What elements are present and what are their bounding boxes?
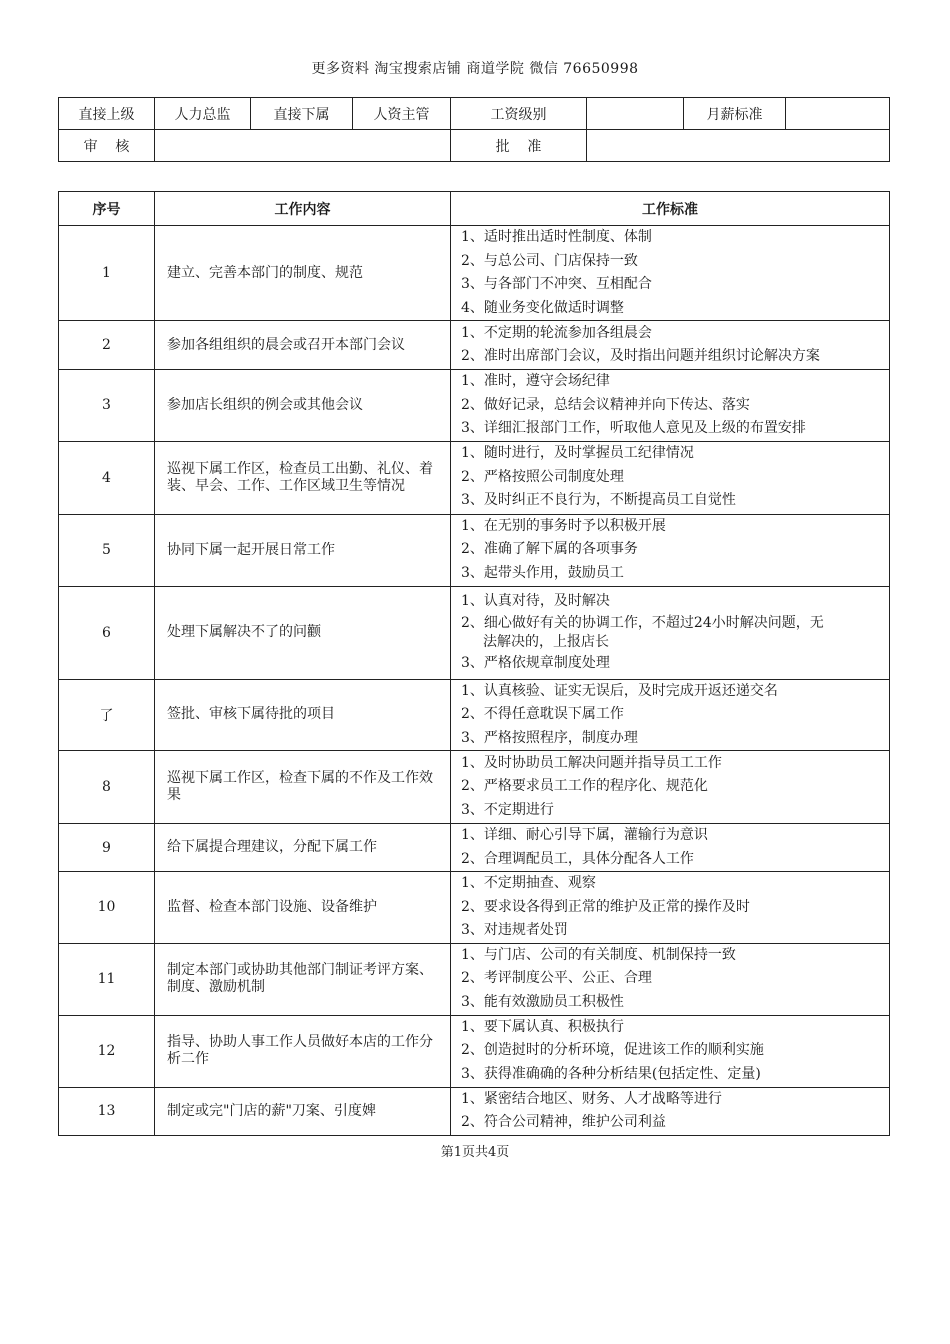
table-row	[59, 1087, 890, 1135]
salary-value	[786, 98, 890, 130]
standard-item: 3、严格按照程序，制度办理	[461, 729, 638, 746]
standard-item: 3、与各部门不冲突、互相配合	[461, 276, 652, 292]
table-row	[59, 751, 890, 824]
row-number: 4	[59, 441, 155, 514]
row-number: 13	[59, 1087, 155, 1135]
row-content: 制定或完"门店的薪"刀案、引度婢	[155, 1087, 451, 1135]
row-content: 巡视下属工作区，检查下属的不作及工作效果	[155, 751, 451, 824]
standard-item: 1、准时，遵守会场纪律	[461, 373, 610, 389]
table-row	[59, 586, 890, 679]
standard-item: 3、起带头作用，鼓励员工	[461, 564, 624, 581]
standard-item: 1、随时进行，及时掌握员工纪律情况	[461, 445, 694, 462]
standard-item: 1、认真对待，及时解决	[461, 593, 610, 609]
row-number: 1	[59, 226, 155, 321]
header-standard: 工作标准	[451, 192, 890, 226]
job-info-table	[58, 97, 890, 162]
standard-item: 2、要求设各得到正常的维护及正常的操作及时	[461, 898, 750, 915]
row-content: 参加店长组织的例会或其他会议	[155, 370, 451, 442]
row-standards	[451, 1087, 890, 1135]
table-row	[59, 321, 890, 370]
row-standards	[451, 872, 890, 944]
row-number: 3	[59, 370, 155, 442]
standard-item: 法解决的，上报店长	[483, 633, 609, 650]
row-content: 巡视下属工作区，检查员工出勤、礼仪、着装、早会、工作、工作区域卫生等情况	[155, 441, 451, 514]
table-row	[59, 943, 890, 1015]
standard-item: 2、严格要求员工工作的程序化、规范化	[461, 778, 708, 795]
standard-item: 2、考评制度公平、公正、合理	[461, 970, 652, 987]
row-standards	[451, 586, 890, 679]
row-standards	[451, 751, 890, 824]
standard-item: 1、要下属认真、积极执行	[461, 1018, 624, 1035]
standard-item: 1、适时推出适时性制度、体制	[461, 229, 652, 245]
standard-item: 3、详细汇报部门工作，听取他人意见及上级的布置安排	[461, 420, 806, 436]
page-footer: 第1页共4页	[440, 1145, 510, 1160]
review-value	[155, 130, 451, 162]
table-row	[59, 226, 890, 321]
row-standards	[451, 226, 890, 321]
standard-item: 2、准时出席部门会议，及时指出问题并组织讨论解决方案	[461, 348, 820, 364]
row-content: 建立、完善本部门的制度、规范	[155, 226, 451, 321]
standard-item: 2、细心做好有关的协调工作，不超过24小时解决问题，无	[461, 614, 824, 631]
standard-item: 1、与门店、公司的有关制度、机制保持一致	[461, 946, 736, 963]
standard-item: 3、对违规者处罚	[461, 922, 568, 938]
row-standards	[451, 441, 890, 514]
subordinate-label: 直接下属	[251, 98, 353, 130]
row-number: 10	[59, 872, 155, 944]
table-row	[59, 1015, 890, 1087]
row-standards	[451, 824, 890, 872]
row-number: 9	[59, 824, 155, 872]
row-content: 参加各组组织的晨会或召开本部门会议	[155, 321, 451, 370]
standard-item: 1、认真核验、证实无误后，及时完成开返还递交名	[461, 682, 778, 699]
page-header-note: 更多资料 淘宝搜索店铺 商道学院 微信 76650998	[311, 61, 639, 77]
row-standards	[451, 514, 890, 586]
subordinate-value: 人资主管	[353, 98, 451, 130]
row-number: 了	[59, 679, 155, 751]
duty-table-header	[59, 192, 890, 226]
row-content: 签批、审核下属待批的项目	[155, 679, 451, 751]
standard-item: 1、紧密结合地区、财务、人才战略等进行	[461, 1090, 722, 1107]
approve-label: 批 准	[451, 130, 587, 162]
standard-item: 3、获得准确确的各种分析结果(包括定性、定量)	[461, 1065, 761, 1082]
standard-item: 2、严格按照公司制度处理	[461, 468, 624, 485]
row-standards	[451, 370, 890, 442]
row-content: 协同下属一起开展日常工作	[155, 514, 451, 586]
standard-item: 2、不得任意耽误下属工作	[461, 706, 624, 722]
row-content: 处理下属解决不了的问颧	[155, 586, 451, 679]
row-standards	[451, 321, 890, 370]
row-number: 11	[59, 943, 155, 1015]
salary-label: 月薪标准	[684, 98, 786, 130]
standard-item: 2、合理调配员工，具体分配各人工作	[461, 850, 694, 867]
row-content: 给下属提合理建议，分配下属工作	[155, 824, 451, 872]
standard-item: 2、与总公司、门店保持一致	[461, 252, 638, 269]
row-content: 监督、检查本部门设施、设备维护	[155, 872, 451, 944]
row-number: 6	[59, 586, 155, 679]
row-number: 12	[59, 1015, 155, 1087]
table-row	[59, 872, 890, 944]
table-row	[59, 441, 890, 514]
standard-item: 2、做好记录，总结会议精神并向下传达、落实	[461, 396, 750, 413]
standard-item: 3、严格依规章制度处理	[461, 654, 610, 671]
duty-table-body	[59, 226, 890, 1136]
info-row-1	[59, 98, 890, 130]
row-standards	[451, 1015, 890, 1087]
standard-item: 4、随业务变化做适时调整	[461, 299, 624, 316]
standard-item: 1、在无别的事务时予以积极开展	[461, 517, 666, 534]
table-row	[59, 514, 890, 586]
row-standards	[451, 943, 890, 1015]
standard-item: 2、符合公司精神，维护公司利益	[461, 1114, 666, 1130]
table-row	[59, 824, 890, 872]
row-number: 8	[59, 751, 155, 824]
header-content: 工作内容	[155, 192, 451, 226]
row-standards	[451, 679, 890, 751]
standard-item: 2、准确了解下属的各项事务	[461, 541, 638, 558]
row-content: 指导、协助人事工作人员做好本店的工作分析二作	[155, 1015, 451, 1087]
table-row	[59, 370, 890, 442]
standard-item: 3、不定期进行	[461, 801, 554, 818]
standard-item: 1、不定期抽查、观察	[461, 875, 596, 891]
review-label: 审 核	[59, 130, 155, 162]
table-row	[59, 679, 890, 751]
grade-value	[587, 98, 684, 130]
standard-item: 1、不定期的轮流参加各组晨会	[461, 324, 652, 341]
info-row-2	[59, 130, 890, 162]
standard-item: 1、详细、耐心引导下属，灌输行为意识	[461, 827, 708, 843]
header-no: 序号	[59, 192, 155, 226]
grade-label: 工资级别	[451, 98, 587, 130]
row-number: 5	[59, 514, 155, 586]
superior-label: 直接上级	[59, 98, 155, 130]
duty-table	[58, 191, 890, 1136]
superior-value: 人力总监	[155, 98, 251, 130]
standard-item: 3、及时纠正不良行为，不断提高员工自觉性	[461, 492, 736, 509]
standard-item: 3、能有效激励员工积极性	[461, 993, 624, 1010]
row-content: 制定本部门或协助其他部门制证考评方案、制度、激励机制	[155, 943, 451, 1015]
approve-value	[587, 130, 890, 162]
standard-item: 2、创造挝时的分析环境，促进该工作的顺利实施	[461, 1042, 764, 1059]
standard-item: 1、及时协助员工解决问题并指导员工工作	[461, 754, 722, 771]
row-number: 2	[59, 321, 155, 370]
